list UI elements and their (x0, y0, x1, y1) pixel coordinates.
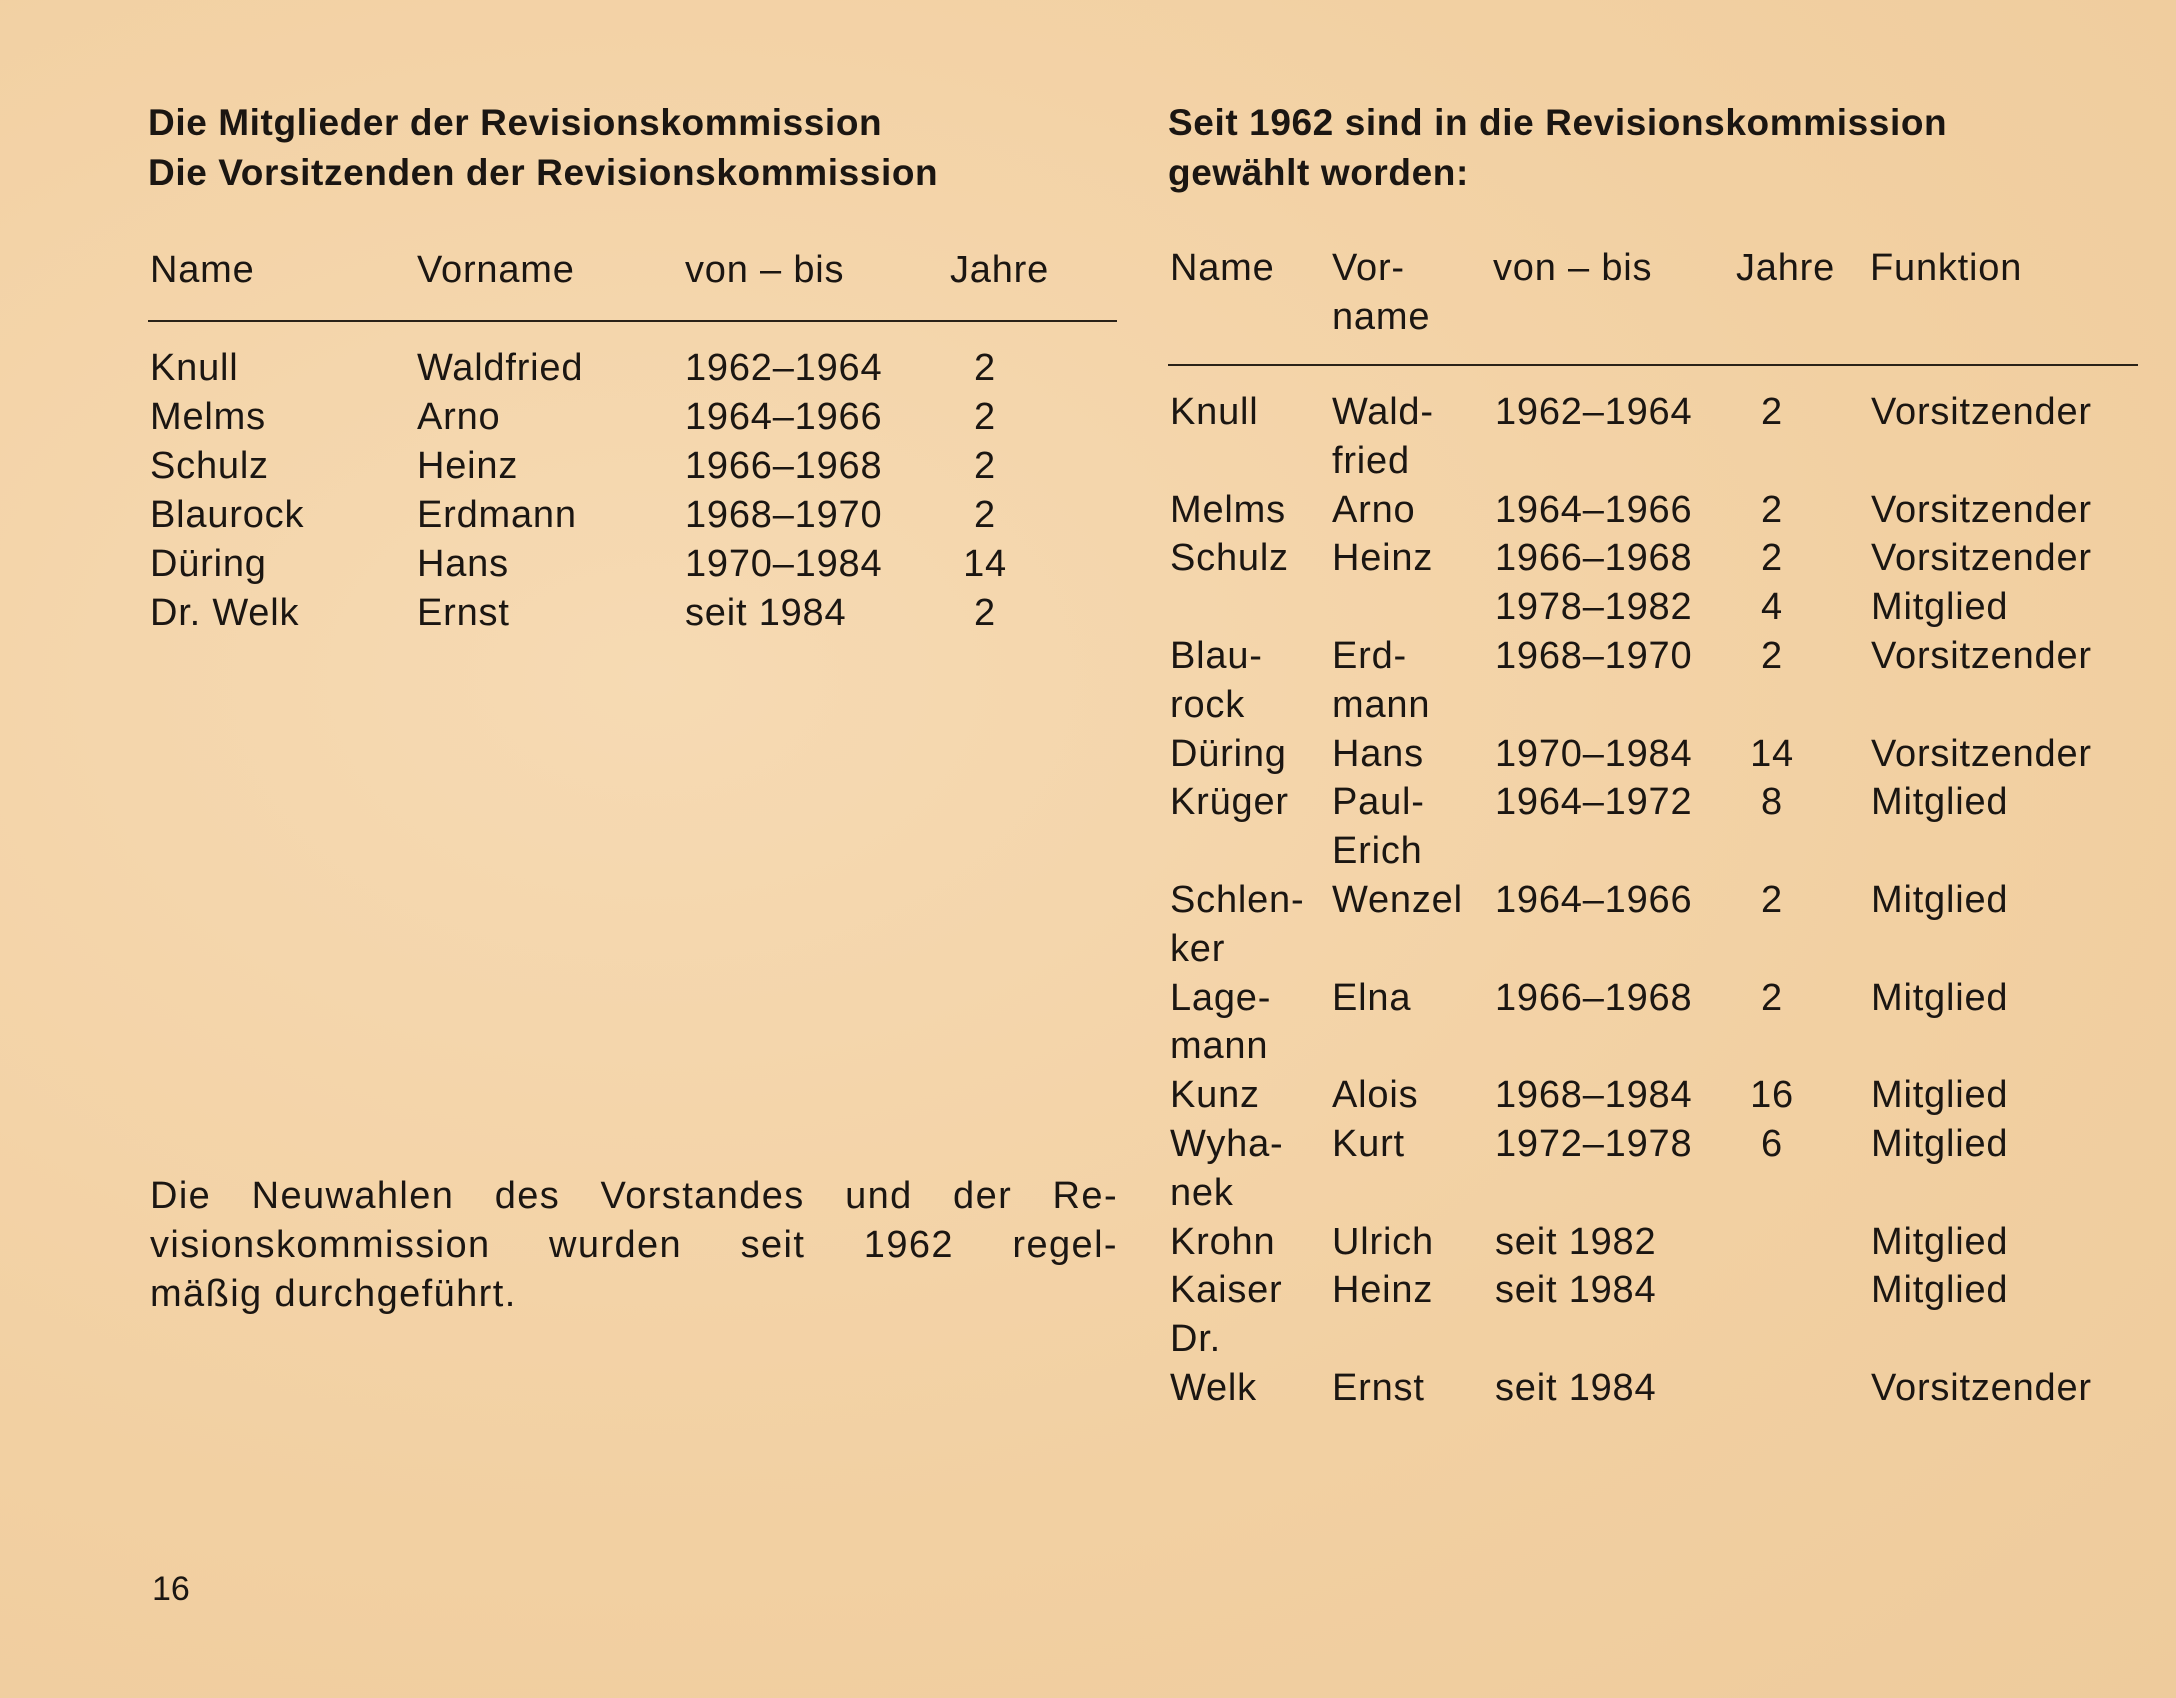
cell-name: Dr. (1170, 1318, 1221, 1361)
cell-name: Krohn (1170, 1220, 1276, 1263)
cell-vorname: Ernst (1332, 1367, 1425, 1409)
cell-vonbis: seit 1984 (1495, 1367, 1657, 1409)
cell-funktion: Mitglied (1871, 1269, 2009, 1312)
cell-name: Kunz (1170, 1074, 1260, 1117)
cell-vorname: Kurt (1332, 1123, 1405, 1165)
cell-vorname: Heinz (1332, 537, 1434, 580)
cell-jahre: 2 (1761, 879, 1783, 921)
cell-name: nek (1170, 1171, 1234, 1214)
cell-vonbis: 1970–1984 (685, 543, 883, 585)
cell-jahre: 2 (1761, 488, 1783, 531)
cell-vorname: Hans (417, 543, 509, 585)
left-header-name: Name (150, 249, 255, 291)
cell-vorname: Ulrich (1332, 1220, 1434, 1263)
cell-vonbis: 1964–1966 (685, 396, 883, 438)
cell-vonbis: 1968–1984 (1495, 1074, 1693, 1117)
right-title-line-2: gewählt worden: (1168, 152, 1469, 193)
cell-vonbis: 1964–1966 (1495, 488, 1693, 531)
cell-funktion: Mitglied (1871, 879, 2009, 921)
cell-jahre: 2 (1761, 635, 1783, 677)
cell-name: Düring (1170, 732, 1287, 775)
cell-funktion: Vorsitzender (1871, 635, 2092, 677)
cell-name: ker (1170, 927, 1226, 970)
cell-funktion: Vorsitzender (1871, 537, 2092, 580)
cell-vonbis: 1964–1966 (1495, 879, 1693, 921)
cell-vorname: Heinz (417, 445, 519, 487)
cell-jahre: 2 (974, 347, 996, 389)
cell-name: rock (1170, 683, 1245, 726)
cell-vonbis: 1962–1964 (1495, 391, 1693, 433)
cell-name: Lage- (1170, 976, 1272, 1019)
right-header-name: Name (1170, 247, 1275, 289)
cell-vonbis: 1962–1964 (685, 347, 883, 389)
cell-vonbis: 1968–1970 (1495, 635, 1693, 677)
cell-vorname: Elna (1332, 976, 1412, 1019)
cell-funktion: Vorsitzender (1871, 391, 2092, 433)
cell-name: Knull (150, 347, 239, 389)
cell-jahre: 2 (1761, 537, 1783, 580)
cell-vorname: Erdmann (417, 494, 577, 536)
cell-funktion: Mitglied (1871, 1220, 2009, 1263)
cell-jahre: 2 (974, 445, 996, 487)
right-header-funktion: Funktion (1870, 247, 2023, 289)
cell-vonbis: 1966–1968 (1495, 976, 1693, 1019)
cell-name: Kaiser (1170, 1269, 1283, 1312)
cell-vonbis: 1966–1968 (685, 445, 883, 487)
cell-vonbis: seit 1984 (685, 592, 847, 634)
cell-name: Dr. Welk (150, 592, 300, 634)
cell-vorname: Ernst (417, 592, 510, 634)
cell-jahre: 8 (1761, 781, 1783, 824)
right-title-line-1: Seit 1962 sind in die Revisionskommission (1168, 102, 1948, 143)
cell-jahre: 2 (974, 592, 996, 634)
cell-vonbis: 1968–1970 (685, 494, 883, 536)
cell-name: Wyha- (1170, 1123, 1284, 1165)
page-number: 16 (152, 1570, 190, 1608)
cell-jahre: 2 (974, 396, 996, 438)
cell-name: Schulz (1170, 537, 1289, 580)
left-header-vorname: Vorname (417, 249, 575, 291)
cell-vorname: fried (1332, 439, 1410, 482)
cell-funktion: Mitglied (1871, 781, 2009, 824)
cell-name: Düring (150, 543, 267, 585)
cell-vorname: Wald- (1332, 391, 1434, 433)
cell-funktion: Vorsitzender (1871, 488, 2092, 531)
cell-name: Knull (1170, 391, 1259, 433)
cell-vonbis: 1964–1972 (1495, 781, 1693, 824)
cell-name: mann (1170, 1025, 1269, 1068)
cell-name: Melms (1170, 488, 1286, 531)
cell-vonbis: seit 1984 (1495, 1269, 1657, 1312)
cell-jahre: 2 (974, 494, 996, 536)
paragraph-line: Die Neuwahlen des Vorstandes und der Re- (150, 1175, 1118, 1217)
left-header-rule (148, 320, 1117, 322)
cell-name: Blau- (1170, 635, 1263, 677)
right-header-vonbis: von – bis (1493, 247, 1653, 289)
cell-funktion: Mitglied (1871, 1074, 2009, 1117)
right-header-vorname-2: name (1332, 296, 1431, 338)
cell-vorname: Heinz (1332, 1269, 1434, 1312)
right-header-vorname-1: Vor- (1332, 247, 1405, 289)
cell-vonbis: 1972–1978 (1495, 1123, 1693, 1165)
cell-name: Melms (150, 396, 266, 438)
cell-vonbis: 1970–1984 (1495, 732, 1693, 775)
cell-jahre: 2 (1761, 976, 1783, 1019)
left-header-vonbis: von – bis (685, 249, 845, 291)
cell-jahre: 14 (963, 543, 1007, 585)
right-header-rule (1168, 364, 2138, 366)
cell-vonbis: 1966–1968 (1495, 537, 1693, 580)
cell-vorname: Arno (417, 396, 501, 438)
cell-vorname: Erd- (1332, 635, 1407, 677)
cell-name: Schlen- (1170, 879, 1305, 921)
cell-vonbis: seit 1982 (1495, 1220, 1657, 1263)
cell-vorname: Hans (1332, 732, 1424, 775)
cell-vorname: Paul- (1332, 781, 1425, 824)
cell-vonbis: 1978–1982 (1495, 586, 1693, 629)
cell-jahre: 4 (1761, 586, 1783, 629)
cell-name: Blaurock (150, 494, 305, 536)
cell-name: Schulz (150, 445, 269, 487)
cell-funktion: Mitglied (1871, 976, 2009, 1019)
cell-jahre: 2 (1761, 391, 1783, 433)
left-header-jahre: Jahre (950, 249, 1050, 291)
paragraph-line: visionskommission wurden seit 1962 regel- (150, 1224, 1118, 1266)
cell-funktion: Vorsitzender (1871, 732, 2092, 775)
cell-vorname: Erich (1332, 830, 1423, 873)
cell-funktion: Mitglied (1871, 586, 2009, 629)
cell-jahre: 16 (1750, 1074, 1794, 1117)
left-title-line-2: Die Vorsitzenden der Revisionskommission (148, 152, 939, 193)
cell-jahre: 6 (1761, 1123, 1783, 1165)
right-header-jahre: Jahre (1736, 247, 1836, 289)
cell-vorname: Wenzel (1332, 879, 1463, 921)
cell-name: Welk (1170, 1367, 1257, 1409)
cell-vorname: mann (1332, 683, 1431, 726)
cell-funktion: Vorsitzender (1871, 1367, 2092, 1409)
paragraph-line: mäßig durchgeführt. (150, 1273, 517, 1315)
cell-jahre: 14 (1750, 732, 1794, 775)
cell-vorname: Alois (1332, 1074, 1419, 1117)
cell-funktion: Mitglied (1871, 1123, 2009, 1165)
cell-name: Krüger (1170, 781, 1289, 824)
cell-vorname: Waldfried (417, 347, 584, 389)
cell-vorname: Arno (1332, 488, 1416, 531)
left-title-line-1: Die Mitglieder der Revisionskommission (148, 102, 883, 143)
